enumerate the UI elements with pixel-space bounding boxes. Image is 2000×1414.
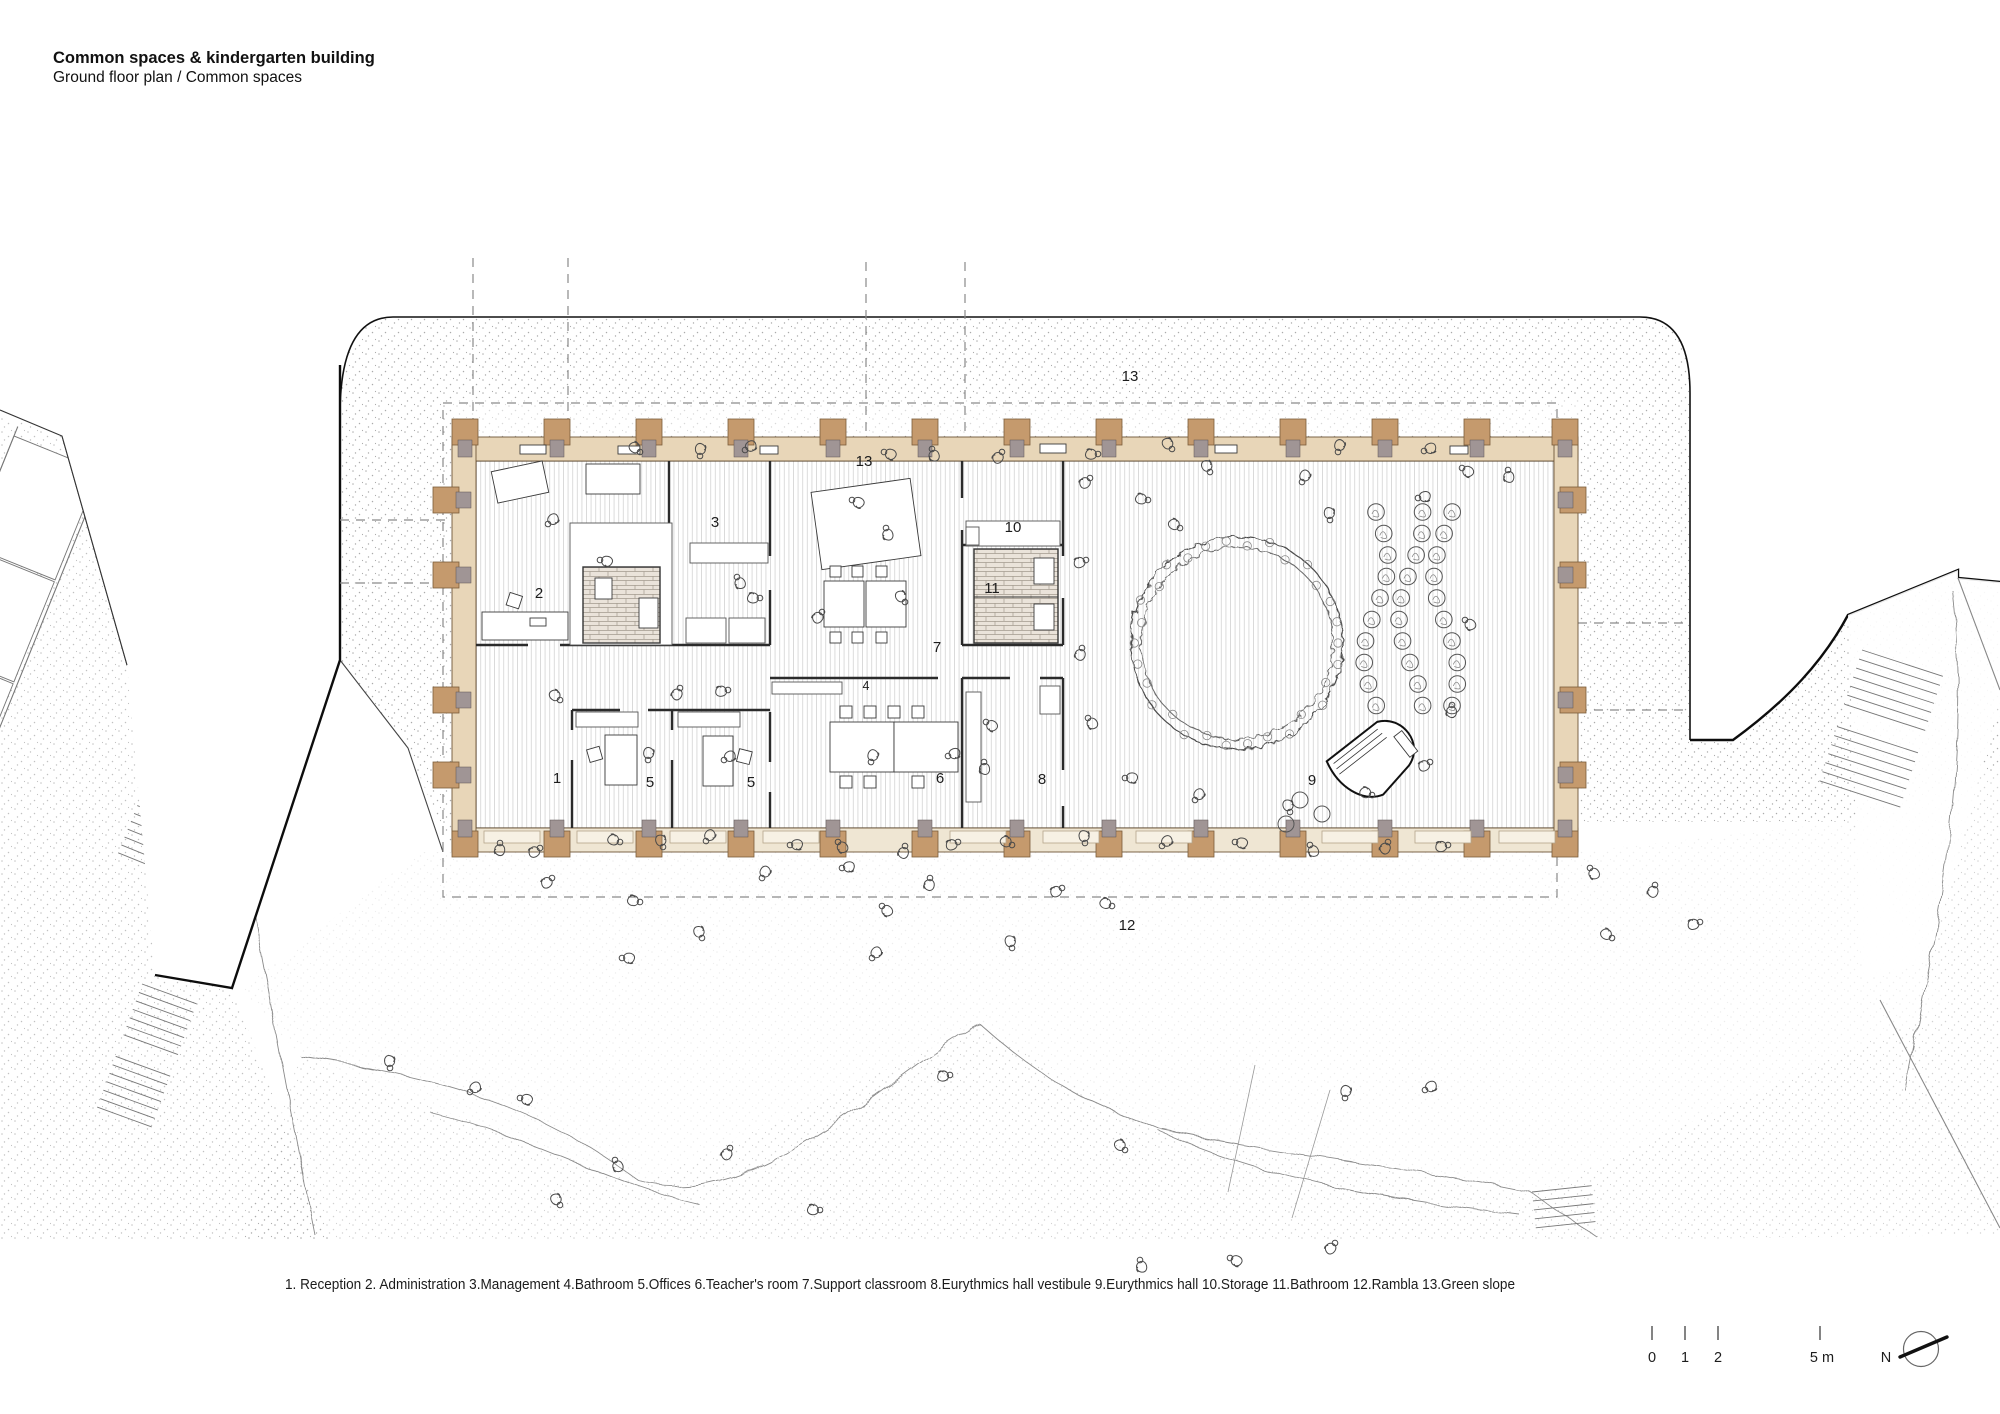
- scale-tick-2: 2: [1713, 1350, 1723, 1366]
- scale-tick-1: 1: [1680, 1350, 1690, 1366]
- label-bathroom-4: 4: [862, 679, 870, 693]
- scale-tick-5m: 5 m: [1809, 1350, 1835, 1366]
- scale-tick-0: 0: [1647, 1350, 1657, 1366]
- label-reception: 1: [552, 770, 562, 787]
- label-green-slope-wall: 13: [855, 453, 873, 470]
- label-eurythmics-hall: 9: [1307, 772, 1317, 789]
- label-administration: 2: [534, 585, 544, 602]
- bathroom-core-4: [570, 523, 672, 645]
- sheet-title: Common spaces & kindergarten building: [53, 49, 375, 67]
- storage-bathroom-core: [966, 521, 1060, 643]
- label-rambla: 12: [1118, 917, 1136, 934]
- legend-line: 1. Reception 2. Administration 3.Management 4.Bathroom 5.Offices 6.Teacher's room 7.Support classroom 8.Eurythmics hall vestibule 9.Eurythmics hall 10.Storage 11.Bathroom 12.Rambla 13.Green slope: [285, 1277, 1515, 1293]
- label-green-slope: 13: [1121, 368, 1139, 385]
- north-needle: [1900, 1337, 1947, 1357]
- north-arrow: [1881, 1332, 1947, 1367]
- label-vestibule: 8: [1037, 771, 1047, 788]
- label-support-classroom: 7: [932, 639, 942, 656]
- scale-bar: [1648, 1326, 1834, 1366]
- label-bathroom-11: 11: [984, 580, 1000, 597]
- label-management: 3: [710, 514, 720, 531]
- north-label: N: [1880, 1350, 1892, 1366]
- sheet-subtitle: Ground floor plan / Common spaces: [53, 69, 302, 86]
- label-office-b: 5: [746, 774, 756, 791]
- label-teachers-room: 6: [935, 770, 945, 787]
- label-office-a: 5: [645, 774, 655, 791]
- label-storage: 10: [1004, 519, 1022, 536]
